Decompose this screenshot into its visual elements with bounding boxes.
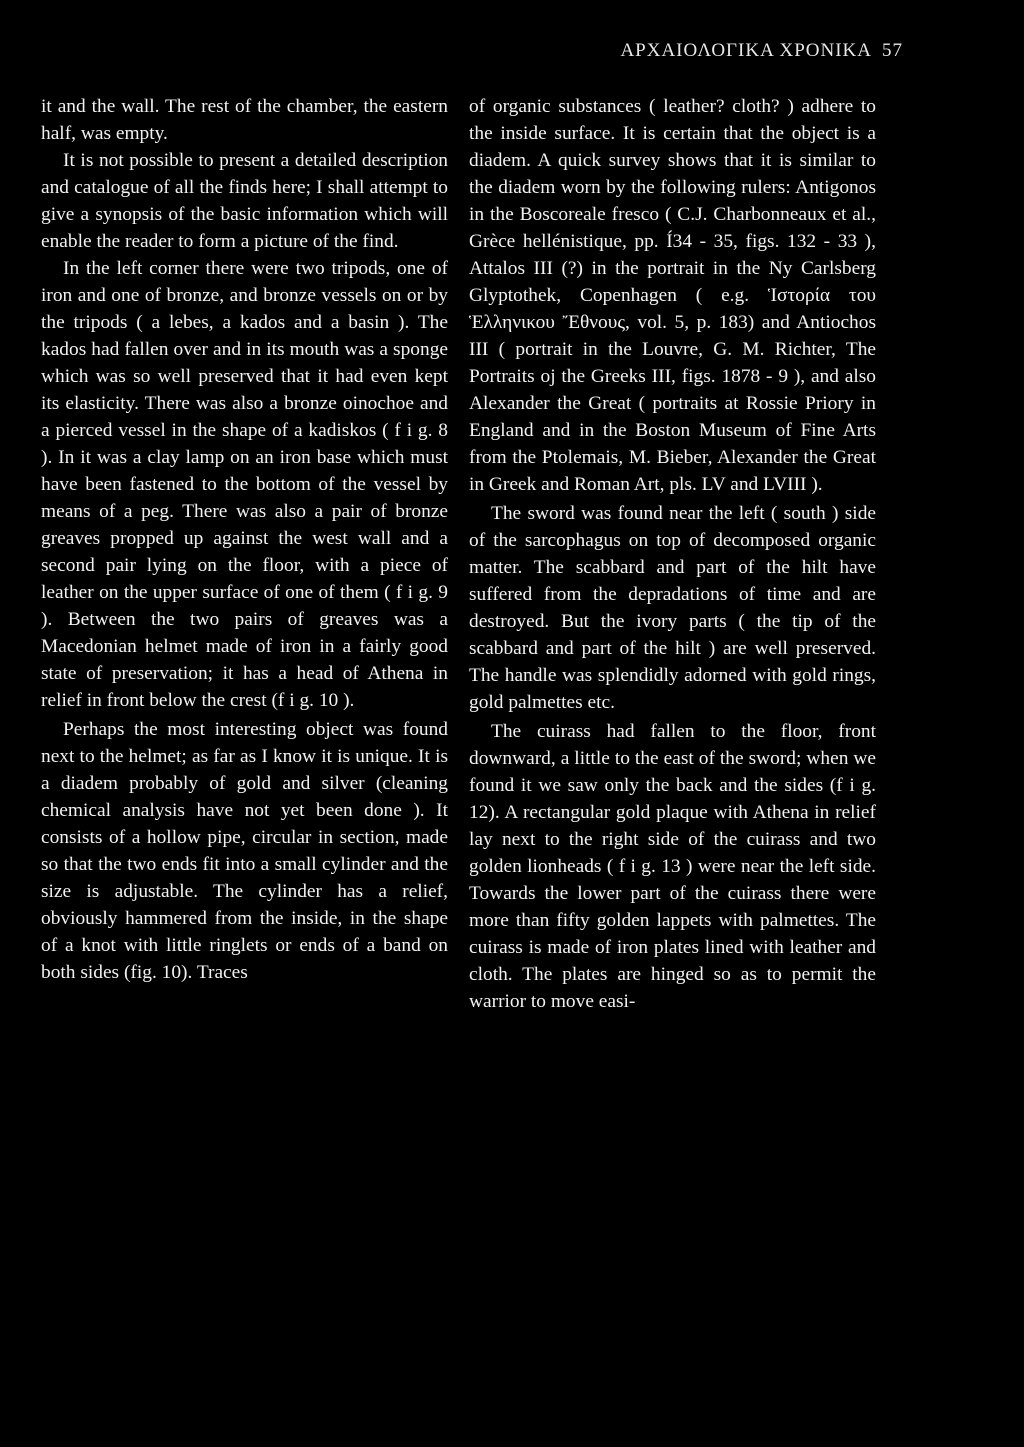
paragraph: it and the wall. The rest of the chamber, the eastern half, was empty.: [41, 96, 448, 144]
right-column: [469, 93, 876, 1015]
paragraph: The cuirass had fallen to the floor, front downward, a little to the east of the sword; when we found it we saw only the back and the sides (f i g. 12). A rectangular gold plaque with Athena in relief lay next to the right side of the cuirass and two golden lionheads ( f i g. 13 ) were near the left side. Towards the lower part of the cuirass there were more than fifty golden lappets with palmettes. The cuirass is made of iron plates lined with leather and cloth. The plates are hinged so as to permit the warrior to move easi-: [469, 721, 876, 1012]
paragraph: of organic substances ( leather? cloth? ) adhere to the inside surface. It is certain that the object is a diadem. A quick survey shows that it is similar to the diadem worn by the following rulers: Antigonos in the Boscoreale fresco ( C.J. Charbonneaux et al., Grèce hellénistique, pp. Í34 - 35, figs. 132 - 33 ), Attalos III (?) in the portrait in the Ny Carlsberg Glyptothek, Copenhagen ( e.g. Ἱστορία του Ἑλληνικου Ἔθνους, vol. 5, p. 183) and Antiochos III ( portrait in the Louvre, G. M. Richter, The Portraits oj the Greeks III, figs. 1878 - 9 ), and also Alexander the Great ( portraits at Rossie Priory in England and in the Boston Museum of Fine Arts from the Ptolemais, M. Bieber, Alexander the Great in Greek and Roman Art, pls. LV and LVIII ).: [469, 96, 876, 495]
paragraph: The sword was found near the left ( south ) side of the sarcophagus on top of decomposed organic matter. The scabbard and part of the hilt have suffered from the depradations of time and are destroyed. But the ivory parts ( the tip of the scabbard and part of the hilt ) are well preserved. The handle was splendidly adorned with gold rings, gold palmettes etc.: [469, 503, 876, 713]
page-number: 57: [882, 40, 903, 61]
left-column: [41, 93, 448, 986]
journal-title: ΑΡΧΑΙΟΛΟΓΙΚΑ ΧΡΟΝΙΚΑ: [620, 40, 872, 61]
paragraph: In the left corner there were two tripods, one of iron and one of bronze, and bronze vessels on or by the tripods ( a lebes, a kados and a basin ). The kados had fallen over and in its mouth was a sponge which was so well preserved that it had even kept its elasticity. There was also a bronze oinochoe and a pierced vessel in the shape of a kadiskos ( f i g. 8 ). In it was a clay lamp on an iron base which must have been fastened to the bottom of the vessel by means of a peg. There was also a pair of bronze greaves propped up against the west wall and a second pair lying on the floor, with a piece of leather on the upper surface of one of them ( f i g. 9 ). Between the two pairs of greaves was a Macedonian helmet made of iron in a fairly good state of preservation; it has a head of Athena in relief in front below the crest (f i g. 10 ).: [41, 258, 448, 711]
paragraph: It is not possible to present a detailed description and catalogue of all the finds here; I shall attempt to give a synopsis of the basic information which will enable the reader to form a picture of the find.: [41, 150, 448, 252]
running-head: [620, 40, 903, 62]
paragraph: Perhaps the most interesting object was found next to the helmet; as far as I know it is unique. It is a diadem probably of gold and silver (cleaning chemical analysis have not yet been done ). It consists of a hollow pipe, circular in section, made so that the two ends fit into a small cylinder and the size is adjustable. The cylinder has a relief, obviously hammered from the inside, in the shape of a knot with little ringlets or ends of a band on both sides (fig. 10). Traces: [41, 719, 448, 983]
